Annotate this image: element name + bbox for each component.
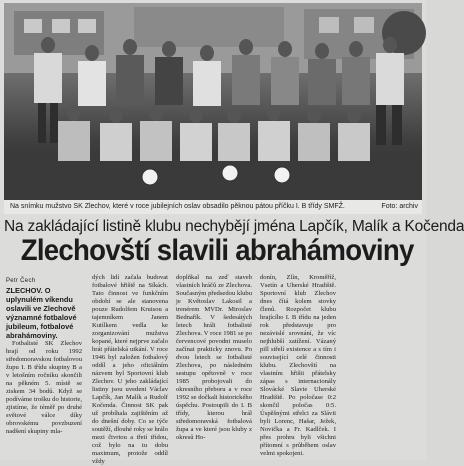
- article-body-3: doplňkal na zeď staveb vlastních hráčů ze Zlechova. Současným předsedou klubu je Květoslav Lakosil a trenérem MVDr. Miroslav Bednařík. V šedesátých letech hráli fotbalisté Zlechova. V roce 1981 se po červencové povodni muselo začínat prakticky znovu. Po dvou letech se fotbalisté Zlechova, po následném sestupu opětovně v roce 1985 probojovali do okresního přeboru a v roce 1992 se dočkali historického úspěchu. Postoupili do I. B třídy, kterou hrál středomoravská fotbalová župa a ve které jsou kluby z okresů Ho-: [176, 274, 252, 441]
- photo-caption: [4, 200, 422, 214]
- article-column-2: [92, 274, 168, 465]
- photo-credit: Foto: archiv: [381, 203, 418, 210]
- article-lead: ZLECHOV. O uplynulém víkendu oslavili ve Zlechově významné fotbalové jubileum, fotbalové abrahámoviny.: [6, 286, 77, 340]
- article-author: Petr Čech: [6, 278, 36, 284]
- article-body-4: donín, Zlín, Kroměříž, Vsetín a Uherské Hradiště. Sportovní klub Zlechov dnes čítá kolem stovky členů. Rozpočet klubu hrajícího I. B třídu na jeden rok představuje pro nezávislé srovnání, že víc nejhlubší zatížení. Vázaný pill střelí existence a s tím i související celé činnosti klubu. Zlechovští na vlastním hřišti přátelsky zápas s internacionály Slovácké Slavie Uherské Hradiště. Po poločase 0:2 skončil poločas 0:5. Úspěšnými střelci za Slávii byli Lorenc, Hašar, Ježek, Novička a Fr. Kadlček. I přes prohru byli všichni přítomní s průběhem oslav velmi spokojeni.: [260, 274, 336, 457]
- article-column-4: [260, 274, 336, 457]
- team-photo: [4, 3, 422, 200]
- article-kicker: Na zakládající listině klubu nechybějí jména Lapčík, Malík a Kočenda: [4, 218, 464, 235]
- team-photo-image: [4, 3, 422, 200]
- article-column-1: [6, 286, 82, 456]
- photo-caption-text: Na snímku mužstvo SK Zlechov, které v roce jubilejních oslav obsadilo pěknou pátou příčku I. B třídy SMFŽ.: [10, 203, 345, 210]
- article-body-2: dých lidí začala budovat fotbalové hřiště na Síkách. Tato činnost ve funkčním období se ale stanovena pouze Rudolfem Kruisou a tajemníkem Janem Kutílkem vedla ke zorganizování mužstva kopané, které nejprve začalo hrát přátelská utkání. V roce 1946 byl založen fotbalový oddíl a jeho oficiálním názvem byl Sportovní klub Zlechov. U jeho zakládající listiny jsou uvedeni Václav Lapčík, Jan Malík a Rudolf Kočenda. Činnost SK pak už probíhala zajištěním až do dnešní doby. Co se týče soutěží, dlouhé roky se hrálo mezi čtvrtou a třetí třídou, což bylo na tu dobu maximum, protože oddíl vždy: [92, 274, 168, 465]
- article-column-3: [176, 274, 252, 444]
- article-body-1: Fotbalisté SK Zlechov hrají od roku 1992 středomoravskou fotbalovou župu I. B třídu skupiny B a v letošním ročníku skončili na pěkném 5. místě se ziskem 34 bodů. Když se podíváme trošku do historie, zjistíme, že téměř po druhé světové válce díky obrovskému povzbuzení nadšení skupiny mla-: [6, 340, 82, 435]
- article-headline: Zlechovští slavili abrahámoviny: [20, 234, 414, 267]
